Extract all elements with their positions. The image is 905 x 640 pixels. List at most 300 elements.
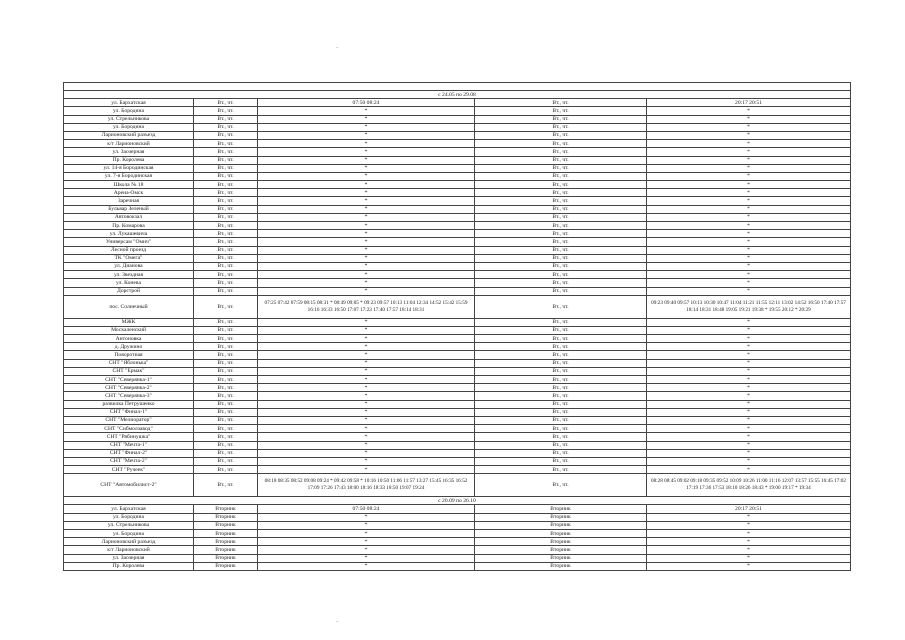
period-header-row: [64, 497, 851, 505]
times-morning: *: [258, 449, 475, 457]
days-morning: Вт., чт.: [194, 205, 258, 213]
table-row: [64, 287, 851, 295]
times-morning: *: [258, 400, 475, 408]
times-morning: *: [258, 140, 475, 148]
days-morning: Вт., чт.: [194, 189, 258, 197]
times-evening: *: [647, 425, 851, 433]
days-morning: Вт., чт.: [194, 408, 258, 416]
days-evening: Вт., чт.: [475, 99, 647, 107]
days-morning: Вт., чт.: [194, 441, 258, 449]
times-evening: *: [647, 197, 851, 205]
days-morning: Вт., чт.: [194, 107, 258, 115]
times-evening: *: [647, 359, 851, 367]
stop-name: Пр. Королева: [64, 156, 194, 164]
table-row: [64, 318, 851, 326]
days-morning: Вт., чт.: [194, 351, 258, 359]
days-evening: Вт., чт.: [475, 205, 647, 213]
stop-name: ул. Конева: [64, 279, 194, 287]
top-mark: ·: [336, 44, 339, 52]
days-evening: Вт., чт.: [475, 367, 647, 375]
table-row: [64, 295, 851, 318]
stop-name: Москаленский: [64, 326, 194, 334]
times-evening: *: [647, 416, 851, 424]
days-morning: Вт., чт.: [194, 287, 258, 295]
days-morning: Вт., чт.: [194, 295, 258, 318]
table-row: [64, 457, 851, 465]
times-morning: *: [258, 189, 475, 197]
times-evening: *: [647, 140, 851, 148]
stop-name: СНТ "Ручеек": [64, 466, 194, 474]
table-row: [64, 505, 851, 513]
table-row: [64, 197, 851, 205]
table-row: [64, 335, 851, 343]
stop-name: Ларионовский разъезд: [64, 131, 194, 139]
days-morning: Вт., чт.: [194, 318, 258, 326]
times-morning: *: [258, 376, 475, 384]
days-morning: Вторник: [194, 530, 258, 538]
times-morning: *: [258, 230, 475, 238]
table-row: [64, 562, 851, 570]
stop-name: СНТ "Мечта-1": [64, 441, 194, 449]
stop-name: ТК "Омега": [64, 254, 194, 262]
days-evening: Вт., чт.: [475, 115, 647, 123]
table-row: [64, 148, 851, 156]
times-evening: *: [647, 513, 851, 521]
days-morning: Вт., чт.: [194, 457, 258, 465]
days-morning: Вт., чт.: [194, 172, 258, 180]
times-evening: *: [647, 554, 851, 562]
times-evening: *: [647, 400, 851, 408]
table-row: [64, 359, 851, 367]
days-evening: Вт., чт.: [475, 222, 647, 230]
days-evening: Вт., чт.: [475, 441, 647, 449]
days-evening: Вт., чт.: [475, 254, 647, 262]
times-morning: 07:25 07:42 07:59 08:15 08:31 * 08:49 09:05 * 09:23 09:57 10:13 11:04 12:34 14:52 15:42 15:59 16:16 16:33 16:50 17:07 17:23 17:40 17:57 18:14 18:31: [258, 295, 475, 318]
days-morning: Вторник: [194, 562, 258, 570]
days-evening: Вт., чт.: [475, 181, 647, 189]
days-evening: Вт., чт.: [475, 238, 647, 246]
days-morning: Вт., чт.: [194, 140, 258, 148]
days-evening: Вт., чт.: [475, 287, 647, 295]
days-morning: Вт., чт.: [194, 222, 258, 230]
times-evening: *: [647, 213, 851, 221]
table-row: [64, 433, 851, 441]
table-row: [64, 351, 851, 359]
times-morning: *: [258, 351, 475, 359]
table-row: [64, 554, 851, 562]
times-evening: *: [647, 148, 851, 156]
times-morning: 07:50 08:24: [258, 505, 475, 513]
days-evening: Вт., чт.: [475, 433, 647, 441]
stop-name: СНТ "Северянка-3": [64, 392, 194, 400]
times-evening: *: [647, 172, 851, 180]
days-evening: Вт., чт.: [475, 335, 647, 343]
times-evening: *: [647, 433, 851, 441]
times-evening: 20:17 20:51: [647, 505, 851, 513]
times-evening: *: [647, 562, 851, 570]
days-evening: Вт., чт.: [475, 271, 647, 279]
times-evening: *: [647, 123, 851, 131]
times-evening: *: [647, 384, 851, 392]
times-morning: *: [258, 246, 475, 254]
times-evening: *: [647, 287, 851, 295]
days-morning: Вт., чт.: [194, 238, 258, 246]
days-morning: Вт., чт.: [194, 416, 258, 424]
times-evening: *: [647, 254, 851, 262]
times-morning: *: [258, 197, 475, 205]
days-evening: Вторник: [475, 538, 647, 546]
times-morning: *: [258, 538, 475, 546]
table-row: [64, 254, 851, 262]
days-evening: Вт., чт.: [475, 131, 647, 139]
stop-name: к/т Ларионовский: [64, 140, 194, 148]
times-evening: *: [647, 318, 851, 326]
table-row: [64, 408, 851, 416]
stop-name: Дорстрой: [64, 287, 194, 295]
stop-name: ул. Заозерная: [64, 148, 194, 156]
days-morning: Вторник: [194, 521, 258, 529]
table-row: [64, 115, 851, 123]
times-morning: *: [258, 343, 475, 351]
period-header-row: [64, 91, 851, 99]
times-morning: *: [258, 262, 475, 270]
times-morning: *: [258, 164, 475, 172]
days-morning: Вт., чт.: [194, 131, 258, 139]
times-morning: *: [258, 466, 475, 474]
days-morning: Вторник: [194, 546, 258, 554]
times-evening: *: [647, 181, 851, 189]
table-row: [64, 230, 851, 238]
table-row: [64, 123, 851, 131]
days-evening: Вт., чт.: [475, 246, 647, 254]
table-row: [64, 343, 851, 351]
days-morning: Вт., чт.: [194, 181, 258, 189]
table-row: [64, 140, 851, 148]
times-morning: *: [258, 326, 475, 334]
days-morning: Вт., чт.: [194, 376, 258, 384]
table-row: [64, 400, 851, 408]
times-morning: *: [258, 425, 475, 433]
times-evening: *: [647, 131, 851, 139]
days-morning: Вт., чт.: [194, 326, 258, 334]
days-evening: Вт., чт.: [475, 197, 647, 205]
days-morning: Вт., чт.: [194, 359, 258, 367]
times-evening: *: [647, 546, 851, 554]
times-morning: *: [258, 513, 475, 521]
times-morning: 08:18 08:35 08:52 09:08 09:24 * 09:42 09:58 * 10:16 10:50 11:06 11:57 13:27 15:45 16:35 16:52 17:09 17:26 17:43 18:00 18:16 18:33 18:50 19:07 19:24: [258, 474, 475, 497]
times-morning: *: [258, 433, 475, 441]
days-evening: Вт., чт.: [475, 425, 647, 433]
table-row: [64, 546, 851, 554]
stop-name: ул. Дианова: [64, 262, 194, 270]
times-morning: *: [258, 335, 475, 343]
times-evening: *: [647, 279, 851, 287]
stop-name: СНТ "Яблонька": [64, 359, 194, 367]
days-evening: Вт., чт.: [475, 172, 647, 180]
stop-name: ул. Бородина: [64, 107, 194, 115]
times-evening: *: [647, 335, 851, 343]
times-evening: *: [647, 115, 851, 123]
table-row: [64, 449, 851, 457]
days-morning: Вторник: [194, 538, 258, 546]
days-evening: Вт., чт.: [475, 318, 647, 326]
stop-name: Лесной проезд: [64, 246, 194, 254]
times-evening: *: [647, 530, 851, 538]
times-morning: *: [258, 107, 475, 115]
times-morning: *: [258, 131, 475, 139]
days-evening: Вторник: [475, 546, 647, 554]
days-morning: Вт., чт.: [194, 164, 258, 172]
days-evening: Вт., чт.: [475, 156, 647, 164]
times-morning: *: [258, 254, 475, 262]
table-row: [64, 538, 851, 546]
times-morning: *: [258, 441, 475, 449]
table-row: [64, 474, 851, 497]
stop-name: Школа № 18: [64, 181, 194, 189]
table-row: [64, 279, 851, 287]
stop-name: Пр. Комарова: [64, 222, 194, 230]
days-morning: Вторник: [194, 505, 258, 513]
times-evening: *: [647, 521, 851, 529]
table-top-row: [64, 83, 851, 91]
days-morning: Вт., чт.: [194, 271, 258, 279]
stop-name: Арена-Омск: [64, 189, 194, 197]
stop-name: ул. 14-я Бородинская: [64, 164, 194, 172]
days-morning: Вт., чт.: [194, 425, 258, 433]
table-row: [64, 376, 851, 384]
days-morning: Вт., чт.: [194, 123, 258, 131]
days-morning: Вт., чт.: [194, 400, 258, 408]
times-morning: *: [258, 530, 475, 538]
days-morning: Вт., чт.: [194, 279, 258, 287]
days-evening: Вторник: [475, 554, 647, 562]
stop-name: пос. Солнечный: [64, 295, 194, 318]
days-morning: Вт., чт.: [194, 449, 258, 457]
stop-name: Пр. Королева: [64, 562, 194, 570]
days-evening: Вт., чт.: [475, 213, 647, 221]
stop-name: Автовокзал: [64, 213, 194, 221]
table-row: [64, 238, 851, 246]
days-morning: Вт., чт.: [194, 99, 258, 107]
times-evening: *: [647, 326, 851, 334]
times-morning: *: [258, 213, 475, 221]
stop-name: МЖК: [64, 318, 194, 326]
table-row: [64, 392, 851, 400]
days-morning: Вт., чт.: [194, 433, 258, 441]
stop-name: ул. Бархатская: [64, 99, 194, 107]
days-evening: Вт., чт.: [475, 189, 647, 197]
days-evening: Вт., чт.: [475, 400, 647, 408]
times-morning: *: [258, 562, 475, 570]
stop-name: развилка Петрушенко: [64, 400, 194, 408]
days-morning: Вт., чт.: [194, 213, 258, 221]
days-evening: Вторник: [475, 513, 647, 521]
stop-name: Ларионовский разъезд: [64, 538, 194, 546]
table-row: [64, 425, 851, 433]
times-morning: *: [258, 318, 475, 326]
times-evening: *: [647, 205, 851, 213]
times-morning: *: [258, 287, 475, 295]
days-evening: Вт., чт.: [475, 449, 647, 457]
times-morning: *: [258, 205, 475, 213]
stop-name: ул. 7-я Бородинская: [64, 172, 194, 180]
stop-name: СНТ "Ермак": [64, 367, 194, 375]
days-morning: Вт., чт.: [194, 474, 258, 497]
days-morning: Вт., чт.: [194, 466, 258, 474]
days-morning: Вт., чт.: [194, 367, 258, 375]
stop-name: Бульвар Зеленый: [64, 205, 194, 213]
stop-name: Универсам "Омич": [64, 238, 194, 246]
days-evening: Вт., чт.: [475, 295, 647, 318]
stop-name: ул. Стрельникова: [64, 115, 194, 123]
times-evening: *: [647, 107, 851, 115]
table-row: [64, 384, 851, 392]
times-morning: *: [258, 521, 475, 529]
stop-name: СНТ "Мечта-2": [64, 457, 194, 465]
times-evening: *: [647, 457, 851, 465]
days-morning: Вторник: [194, 554, 258, 562]
times-morning: *: [258, 238, 475, 246]
blank-cell: [64, 83, 851, 91]
days-evening: Вторник: [475, 521, 647, 529]
times-evening: 08:28 08:45 09:02 09:18 09:35 09:52 10:09 10:26 11:00 11:16 12:07 13:57 15:55 16:45 17:02 17:19 17:36 17:53 18:10 18:26 18:43 * 19:00 19:17 * 19:34: [647, 474, 851, 497]
table-row: [64, 246, 851, 254]
stop-name: к/т Ларионовский: [64, 546, 194, 554]
table-row: [64, 416, 851, 424]
times-morning: *: [258, 172, 475, 180]
stop-name: СНТ "Финал-1": [64, 408, 194, 416]
days-evening: Вт., чт.: [475, 123, 647, 131]
period-header: с 24.05 по 29.08: [64, 91, 851, 99]
times-evening: *: [647, 164, 851, 172]
table-row: [64, 181, 851, 189]
times-evening: 20:17 20:51: [647, 99, 851, 107]
times-evening: *: [647, 392, 851, 400]
times-evening: *: [647, 343, 851, 351]
times-morning: 07:50 08:24: [258, 99, 475, 107]
table-row: [64, 205, 851, 213]
times-evening: *: [647, 222, 851, 230]
table-row: [64, 189, 851, 197]
days-evening: Вт., чт.: [475, 408, 647, 416]
times-morning: *: [258, 181, 475, 189]
stop-name: ул. Бархатская: [64, 505, 194, 513]
table-row: [64, 441, 851, 449]
table-row: [64, 513, 851, 521]
days-evening: Вторник: [475, 562, 647, 570]
times-morning: *: [258, 384, 475, 392]
days-evening: Вт., чт.: [475, 392, 647, 400]
times-morning: *: [258, 359, 475, 367]
days-evening: Вт., чт.: [475, 466, 647, 474]
days-evening: Вт., чт.: [475, 416, 647, 424]
days-morning: Вт., чт.: [194, 343, 258, 351]
stop-name: СНТ "Северянка-2": [64, 384, 194, 392]
table-row: [64, 164, 851, 172]
times-morning: *: [258, 392, 475, 400]
schedule-table: [63, 82, 851, 571]
times-evening: *: [647, 230, 851, 238]
days-morning: Вт., чт.: [194, 156, 258, 164]
days-evening: Вт., чт.: [475, 359, 647, 367]
days-evening: Вторник: [475, 530, 647, 538]
days-morning: Вт., чт.: [194, 246, 258, 254]
days-morning: Вт., чт.: [194, 254, 258, 262]
table-row: [64, 172, 851, 180]
times-morning: *: [258, 416, 475, 424]
days-evening: Вт., чт.: [475, 140, 647, 148]
stop-name: ул. Стрельникова: [64, 521, 194, 529]
times-morning: *: [258, 408, 475, 416]
bottom-mark: ·: [336, 618, 339, 626]
days-morning: Вт., чт.: [194, 197, 258, 205]
times-evening: *: [647, 262, 851, 270]
days-evening: Вт., чт.: [475, 164, 647, 172]
period-header: с 20.09 по 26.10: [64, 497, 851, 505]
table-row: [64, 222, 851, 230]
times-morning: *: [258, 123, 475, 131]
table-row: [64, 326, 851, 334]
times-evening: *: [647, 466, 851, 474]
table-row: [64, 262, 851, 270]
stop-name: д. Дружино: [64, 343, 194, 351]
days-evening: Вт., чт.: [475, 457, 647, 465]
times-morning: *: [258, 271, 475, 279]
days-evening: Вт., чт.: [475, 230, 647, 238]
days-evening: Вт., чт.: [475, 262, 647, 270]
table-row: [64, 213, 851, 221]
table-row: [64, 107, 851, 115]
times-morning: *: [258, 367, 475, 375]
times-morning: *: [258, 222, 475, 230]
stop-name: СНТ "Мелиоратор": [64, 416, 194, 424]
times-morning: *: [258, 279, 475, 287]
times-evening: *: [647, 367, 851, 375]
days-evening: Вт., чт.: [475, 148, 647, 156]
days-morning: Вт., чт.: [194, 392, 258, 400]
stop-name: ул. Заозерная: [64, 554, 194, 562]
days-evening: Вт., чт.: [475, 326, 647, 334]
stop-name: ул. Бородина: [64, 123, 194, 131]
stop-name: ул. Звездная: [64, 271, 194, 279]
stop-name: ул. Бородина: [64, 530, 194, 538]
times-morning: *: [258, 554, 475, 562]
times-morning: *: [258, 156, 475, 164]
days-morning: Вт., чт.: [194, 230, 258, 238]
stop-name: СНТ "Финал-2": [64, 449, 194, 457]
times-evening: *: [647, 156, 851, 164]
days-evening: Вт., чт.: [475, 384, 647, 392]
times-evening: *: [647, 449, 851, 457]
times-evening: *: [647, 441, 851, 449]
table-row: [64, 530, 851, 538]
times-evening: *: [647, 238, 851, 246]
table-row: [64, 521, 851, 529]
days-evening: Вторник: [475, 505, 647, 513]
table-row: [64, 131, 851, 139]
days-evening: Вт., чт.: [475, 474, 647, 497]
days-morning: Вт., чт.: [194, 262, 258, 270]
days-evening: Вт., чт.: [475, 343, 647, 351]
stop-name: СНТ "Автомобилист-2": [64, 474, 194, 497]
stop-name: Антоновка: [64, 335, 194, 343]
times-evening: *: [647, 189, 851, 197]
table-row: [64, 271, 851, 279]
table-row: [64, 367, 851, 375]
table-row: [64, 99, 851, 107]
days-evening: Вт., чт.: [475, 351, 647, 359]
times-morning: *: [258, 115, 475, 123]
